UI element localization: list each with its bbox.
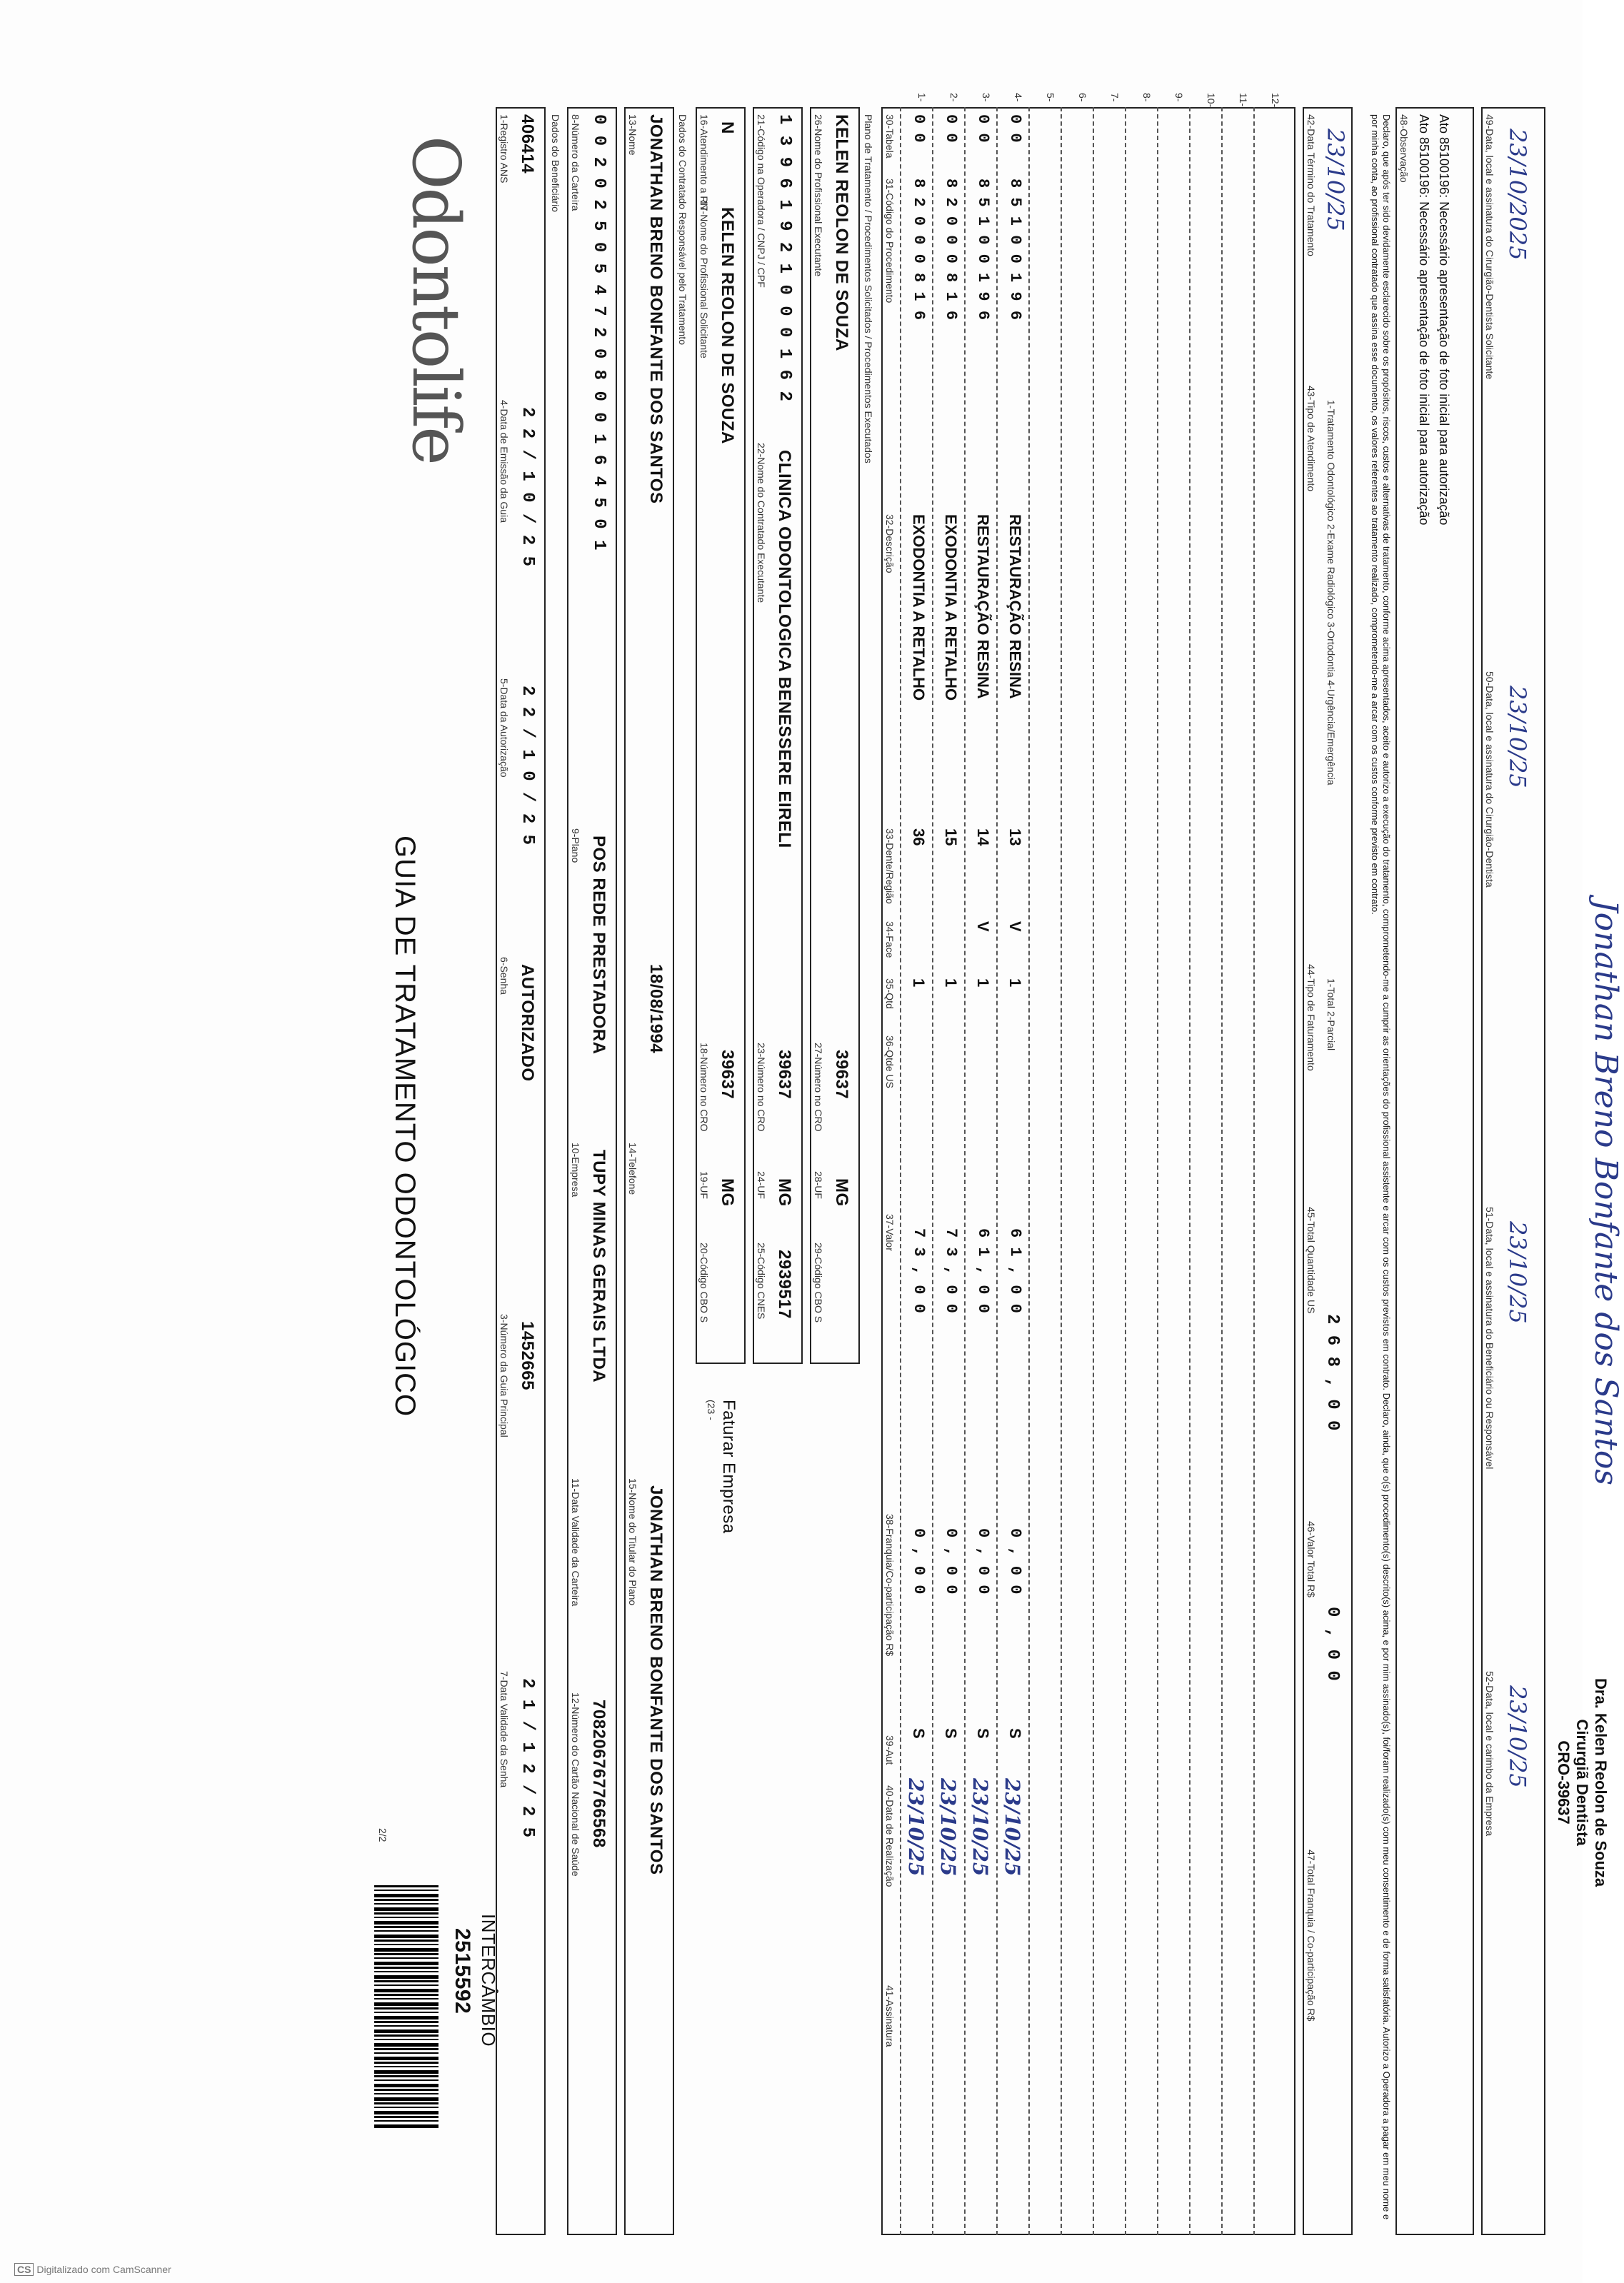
table-cell-descricao: RESTAURAÇÃO RESINA xyxy=(974,514,992,699)
col-qtd: 35-Qtd xyxy=(884,978,896,1009)
table-cell-dente: 36 xyxy=(910,828,928,846)
profissional-executante: KELEN REOLON DE SOUZA xyxy=(832,114,851,351)
table-cell-qtd: 1 xyxy=(1006,978,1024,988)
telefone-label: 14-Telefone xyxy=(627,1143,638,1195)
total-valor-label: 46-Valor Total R$ xyxy=(1305,1521,1317,1597)
camscanner-icon: CS xyxy=(14,2263,34,2276)
dentist-stamp xyxy=(1554,1678,1610,1887)
empresa: TUPY MINAS GERAIS LTDA xyxy=(589,1150,608,1383)
row-divider xyxy=(1189,107,1191,2235)
cbos-solicitante-label: 20-Código CBO S xyxy=(698,1243,710,1323)
carteira: 0 0 2 0 2 5 0 5 4 7 2 0 8 0 0 1 6 4 5 0 1 xyxy=(589,114,608,551)
table-cell-n: 5- xyxy=(1045,93,1056,102)
exec-date: 23/10/25 xyxy=(1504,686,1531,788)
tipo-faturamento-label: 44-Tipo de Faturamento xyxy=(1305,964,1317,1071)
table-cell-n: 12- xyxy=(1270,93,1281,108)
table-cell-tabela: 0 0 xyxy=(1006,114,1024,143)
faturar-label: (23 - xyxy=(706,1400,717,1420)
data-emissao-label: 4-Data de Emissão da Guia xyxy=(498,400,510,523)
page-indicator: 2/2 xyxy=(377,1828,389,1842)
cro-prof-exec: 39637 xyxy=(832,1050,851,1100)
table-cell-aut: S xyxy=(910,1728,928,1739)
cnes: 2939517 xyxy=(775,1250,794,1319)
data-autorizacao-label: 5-Data da Autorização xyxy=(498,678,510,778)
table-cell-data: 23/10/25 xyxy=(904,1778,928,1877)
row-divider xyxy=(1125,107,1126,2235)
uf-prof-exec-label: 28-UF xyxy=(813,1171,824,1199)
titular: JONATHAN BRENO BONFANTE DOS SANTOS xyxy=(646,1485,666,1875)
uf-executante: MG xyxy=(775,1178,794,1207)
exec-label: 50-Data, local e assinatura do Cirurgião-Dentista xyxy=(1484,671,1495,888)
contratado-executante: CLINICA ODONTOLOGICA BENESSERE EIRELI xyxy=(775,450,794,848)
contratado-executante-label: 22-Nome do Contratado Executante xyxy=(756,443,767,603)
col-tabela: 30-Tabela xyxy=(884,114,896,159)
dados-beneficiario: Dados do Beneficiário xyxy=(550,114,561,212)
col-aut: 39-Aut xyxy=(884,1735,896,1765)
table-cell-n: 8- xyxy=(1141,93,1153,102)
nascimento: 18/08/1994 xyxy=(646,964,666,1054)
data-emissao: 2 2 / 1 0 / 2 5 xyxy=(518,407,537,567)
table-cell-dente: 13 xyxy=(1006,828,1024,846)
col-dente: 33-Dente/Região xyxy=(884,828,896,904)
table-cell-codigo: 8 5 1 0 0 1 9 6 xyxy=(974,179,992,321)
cro-prof-exec-label: 27-Número no CRO xyxy=(813,1043,824,1132)
cro-executante: 39637 xyxy=(775,1050,794,1100)
procedures-table xyxy=(881,107,1295,2235)
row-divider xyxy=(964,107,966,2235)
total-franquia-label: 47-Total Franquia / Co-participação R$ xyxy=(1305,1850,1317,2022)
table-cell-n: 11- xyxy=(1238,93,1249,107)
table-cell-n: 7- xyxy=(1109,93,1121,102)
uf-executante-label: 24-UF xyxy=(756,1171,767,1199)
validade-carteira-label: 11-Data Validade da Carteira xyxy=(570,1478,581,1607)
senha-label: 6-Senha xyxy=(498,957,510,995)
barcode xyxy=(374,1885,438,2128)
treatment-guide-form xyxy=(346,86,1624,2264)
stamp-cro: CRO-39637 xyxy=(1555,1740,1573,1825)
table-cell-valor: 6 1 , 0 0 xyxy=(974,1228,992,1313)
table-cell-qtd: 1 xyxy=(910,978,928,988)
profissional-solicitante-label: 17-Nome do Profissional Solicitante xyxy=(698,200,710,358)
observacao-label: 48-Observação xyxy=(1398,114,1410,183)
table-cell-tabela: 0 0 xyxy=(942,114,960,143)
table-cell-n: 4- xyxy=(1013,93,1024,102)
dados-contratado: Dados do Contratado Responsável pelo Tratamento xyxy=(677,114,688,345)
table-cell-n: 2- xyxy=(948,93,960,102)
senha: AUTORIZADO xyxy=(518,964,537,1082)
tipo-atendimento: 1-Tratamento Odontológico 2-Exame Radiológico 3-Ortodontia 4-Urgência/Emergência xyxy=(1325,400,1337,786)
carteira-label: 8-Número da Carteira xyxy=(570,114,581,211)
data-termino-label: 42-Data Término do Tratamento xyxy=(1305,114,1317,256)
row-divider xyxy=(1093,107,1094,2235)
row-divider xyxy=(932,107,933,2235)
table-cell-n: 6- xyxy=(1077,93,1088,102)
table-cell-n: 9- xyxy=(1173,93,1185,102)
guide-type: INTERCÂMBIO xyxy=(478,1914,499,2047)
cns-label: 12-Número do Cartão Nacional de Saúde xyxy=(570,1692,581,1877)
table-cell-aut: S xyxy=(974,1728,992,1739)
col-data: 40-Data de Realização xyxy=(884,1785,896,1887)
table-cell-valor: 7 3 , 0 0 xyxy=(942,1228,960,1313)
stamp-role: Cirurgiã Dentista xyxy=(1573,1719,1591,1846)
guia-principal: 1452665 xyxy=(518,1321,537,1390)
row-divider xyxy=(1253,107,1255,2235)
col-descricao: 32-Descrição xyxy=(884,514,896,573)
table-cell-face: V xyxy=(1006,921,1024,932)
table-cell-codigo: 8 2 0 0 0 8 1 6 xyxy=(910,179,928,321)
cro-solicitante: 39637 xyxy=(718,1050,737,1100)
table-cell-tabela: 0 0 xyxy=(910,114,928,143)
table-cell-descricao: EXODONTIA A RETALHO xyxy=(942,514,960,701)
cirurgiao-date: 23/10/2025 xyxy=(1504,129,1531,261)
stamp-name: Dra. Kelen Reolon de Souza xyxy=(1592,1678,1610,1887)
col-valor: 37-Valor xyxy=(884,1214,896,1251)
observation-box xyxy=(1395,107,1474,2235)
table-cell-franquia: 0 , 0 0 xyxy=(910,1528,928,1595)
cro-solicitante-label: 18-Número no CRO xyxy=(698,1043,710,1132)
table-cell-codigo: 8 5 1 0 0 1 9 6 xyxy=(1006,179,1024,321)
uf-prof-exec: MG xyxy=(832,1178,851,1207)
scanner-text: Digitalizado com CamScanner xyxy=(36,2264,171,2275)
benef-date: 23/10/25 xyxy=(1504,1221,1531,1324)
guia-principal-label: 3-Número da Guia Principal xyxy=(498,1314,510,1437)
col-franquia: 38-Franquia/Co-participação R$ xyxy=(884,1514,896,1657)
row-divider xyxy=(1221,107,1223,2235)
nome: JONATHAN BRENO BONFANTE DOS SANTOS xyxy=(646,114,666,504)
table-cell-franquia: 0 , 0 0 xyxy=(1006,1528,1024,1595)
table-cell-valor: 7 3 , 0 0 xyxy=(910,1228,928,1313)
table-cell-dente: 14 xyxy=(974,828,992,846)
table-cell-descricao: RESTAURAÇÃO RESINA xyxy=(1006,514,1024,699)
data-termino: 23/10/25 xyxy=(1322,129,1349,231)
validade-senha: 2 1 / 1 2 / 2 5 xyxy=(518,1678,537,1838)
table-cell-data: 23/10/25 xyxy=(1001,1778,1024,1877)
titular-label: 15-Nome do Titular do Plano xyxy=(627,1478,638,1606)
table-cell-data: 23/10/25 xyxy=(936,1778,960,1877)
scanner-footer xyxy=(14,2264,171,2275)
tipo-faturamento: 1-Total 2-Parcial xyxy=(1325,978,1337,1051)
table-cell-qtd: 1 xyxy=(942,978,960,988)
table-cell-face: V xyxy=(974,921,992,932)
col-face: 34-Face xyxy=(884,921,896,958)
registro-ans: 406414 xyxy=(518,114,537,174)
atendimento-rn: N xyxy=(718,121,737,134)
signatures-row xyxy=(1481,107,1545,2235)
total-valor: 2 6 8 , 0 0 xyxy=(1323,1314,1342,1431)
row-divider xyxy=(1028,107,1030,2235)
form-title: GUIA DE TRATAMENTO ODONTOLÓGICO xyxy=(389,836,421,1418)
empresa-sig-label: 52-Data, local e carimbo da Empresa xyxy=(1484,1671,1495,1837)
empresa-date: 23/10/25 xyxy=(1504,1685,1531,1788)
atendimento-rn-label: 16-Atendimento a RN xyxy=(698,114,710,211)
table-cell-tabela: 0 0 xyxy=(974,114,992,143)
table-cell-n: 1- xyxy=(916,93,928,102)
observacao-2: Ato 85100196: Necessário apresentação de foto inicial para autorização xyxy=(1437,114,1451,526)
cbos-prof-exec-label: 29-Código CBO S xyxy=(813,1243,824,1323)
plano: POS REDE PRESTADORA xyxy=(589,836,608,1055)
total-us-label: 45-Total Quantidade US xyxy=(1305,1207,1317,1314)
tipo-atendimento-label: 43-Tipo de Atendimento xyxy=(1305,386,1317,492)
table-cell-n: 3- xyxy=(981,93,992,102)
profissional-solicitante: KELEN REOLON DE SOUZA xyxy=(718,207,737,444)
benef-label: 51-Data, local e assinatura do Beneficiário ou Responsável xyxy=(1484,1207,1495,1470)
validade-senha-label: 7-Data Validade da Senha xyxy=(498,1671,510,1788)
beneficiary-handwritten-name: Jonathan Breno Bonfante dos Santos xyxy=(1588,900,1624,1485)
observacao-1: Ato 85100196: Necessário apresentação de foto inicial para autorização xyxy=(1417,114,1431,526)
col-qtde-us: 36-Qtde US xyxy=(884,1035,896,1088)
uf-solicitante-label: 19-UF xyxy=(698,1171,710,1199)
codigo-operadora: 1 3 9 6 1 9 2 1 0 0 0 1 6 2 xyxy=(775,114,794,402)
row-divider xyxy=(1157,107,1158,2235)
declaration-text: Declaro, que após ter sido devidamente esclarecido sobre os propósitos, riscos, custos e alternativas de tratamento, conforme acima apresentados, aceito e autorizo a execução do tratamento, comprometendo-me a cumprir as orientações do profissional assistente e arcar com os custos previstos em contrato. Declaro, ainda, que o(s) procedimento(s) descrito(s) acima, e por mim assinado(s), foi/foram realizado(s) com meu consentimento e de forma satisfatória. Autorizo a Operadora a pagar em meu nome e por minha conta, ao profissional contratado que assina esse documento, os valores referentes ao tratamento realizado, comprometendo-me a arcar com os custos conforme previsto em contrato. xyxy=(1370,114,1392,2220)
table-cell-franquia: 0 , 0 0 xyxy=(942,1528,960,1595)
table-cell-descricao: EXODONTIA A RETALHO xyxy=(910,514,928,701)
cro-executante-label: 23-Número no CRO xyxy=(756,1043,767,1132)
row-divider xyxy=(996,107,998,2235)
guide-number: 2515592 xyxy=(451,1928,474,2014)
table-cell-dente: 15 xyxy=(942,828,960,846)
table-cell-aut: S xyxy=(1006,1728,1024,1739)
codigo-operadora-label: 21-Código na Operadora / CNPJ / CPF xyxy=(756,114,767,288)
table-cell-qtd: 1 xyxy=(974,978,992,988)
uf-solicitante: MG xyxy=(718,1178,737,1207)
col-assinatura: 41-Assinatura xyxy=(884,1985,896,2047)
cnes-label: 25-Código CNES xyxy=(756,1243,767,1320)
plano-label: 9-Plano xyxy=(570,828,581,863)
odontolife-logo: Odontolife xyxy=(398,136,474,463)
faturar: Faturar Empresa xyxy=(719,1400,738,1534)
table-cell-valor: 6 1 , 0 0 xyxy=(1006,1228,1024,1313)
table-cell-n: 10- xyxy=(1206,93,1217,108)
plano-tratamento: Plano de Tratamento / Procedimentos Solicitados / Procedimentos Executados xyxy=(863,114,874,463)
cns: 708206767766568 xyxy=(589,1700,608,1848)
table-cell-aut: S xyxy=(942,1728,960,1739)
nome-label: 13-Nome xyxy=(627,114,638,156)
empresa-label: 10-Empresa xyxy=(570,1143,581,1198)
table-cell-franquia: 0 , 0 0 xyxy=(974,1528,992,1595)
col-codigo: 31-Código do Procedimento xyxy=(884,179,896,303)
registro-ans-label: 1-Registro ANS xyxy=(498,114,510,184)
profissional-executante-label: 26-Nome do Profissional Executante xyxy=(813,114,824,277)
cirurgiao-label: 49-Data, local e assinatura do Cirurgião-Dentista Solicitante xyxy=(1484,114,1495,380)
data-autorizacao: 2 2 / 1 0 / 2 5 xyxy=(518,686,537,846)
row-divider xyxy=(900,107,901,2235)
total-franquia: 0 , 0 0 xyxy=(1323,1607,1342,1682)
table-cell-data: 23/10/25 xyxy=(968,1778,992,1877)
table-cell-codigo: 8 2 0 0 0 8 1 6 xyxy=(942,179,960,321)
row-divider xyxy=(1061,107,1062,2235)
